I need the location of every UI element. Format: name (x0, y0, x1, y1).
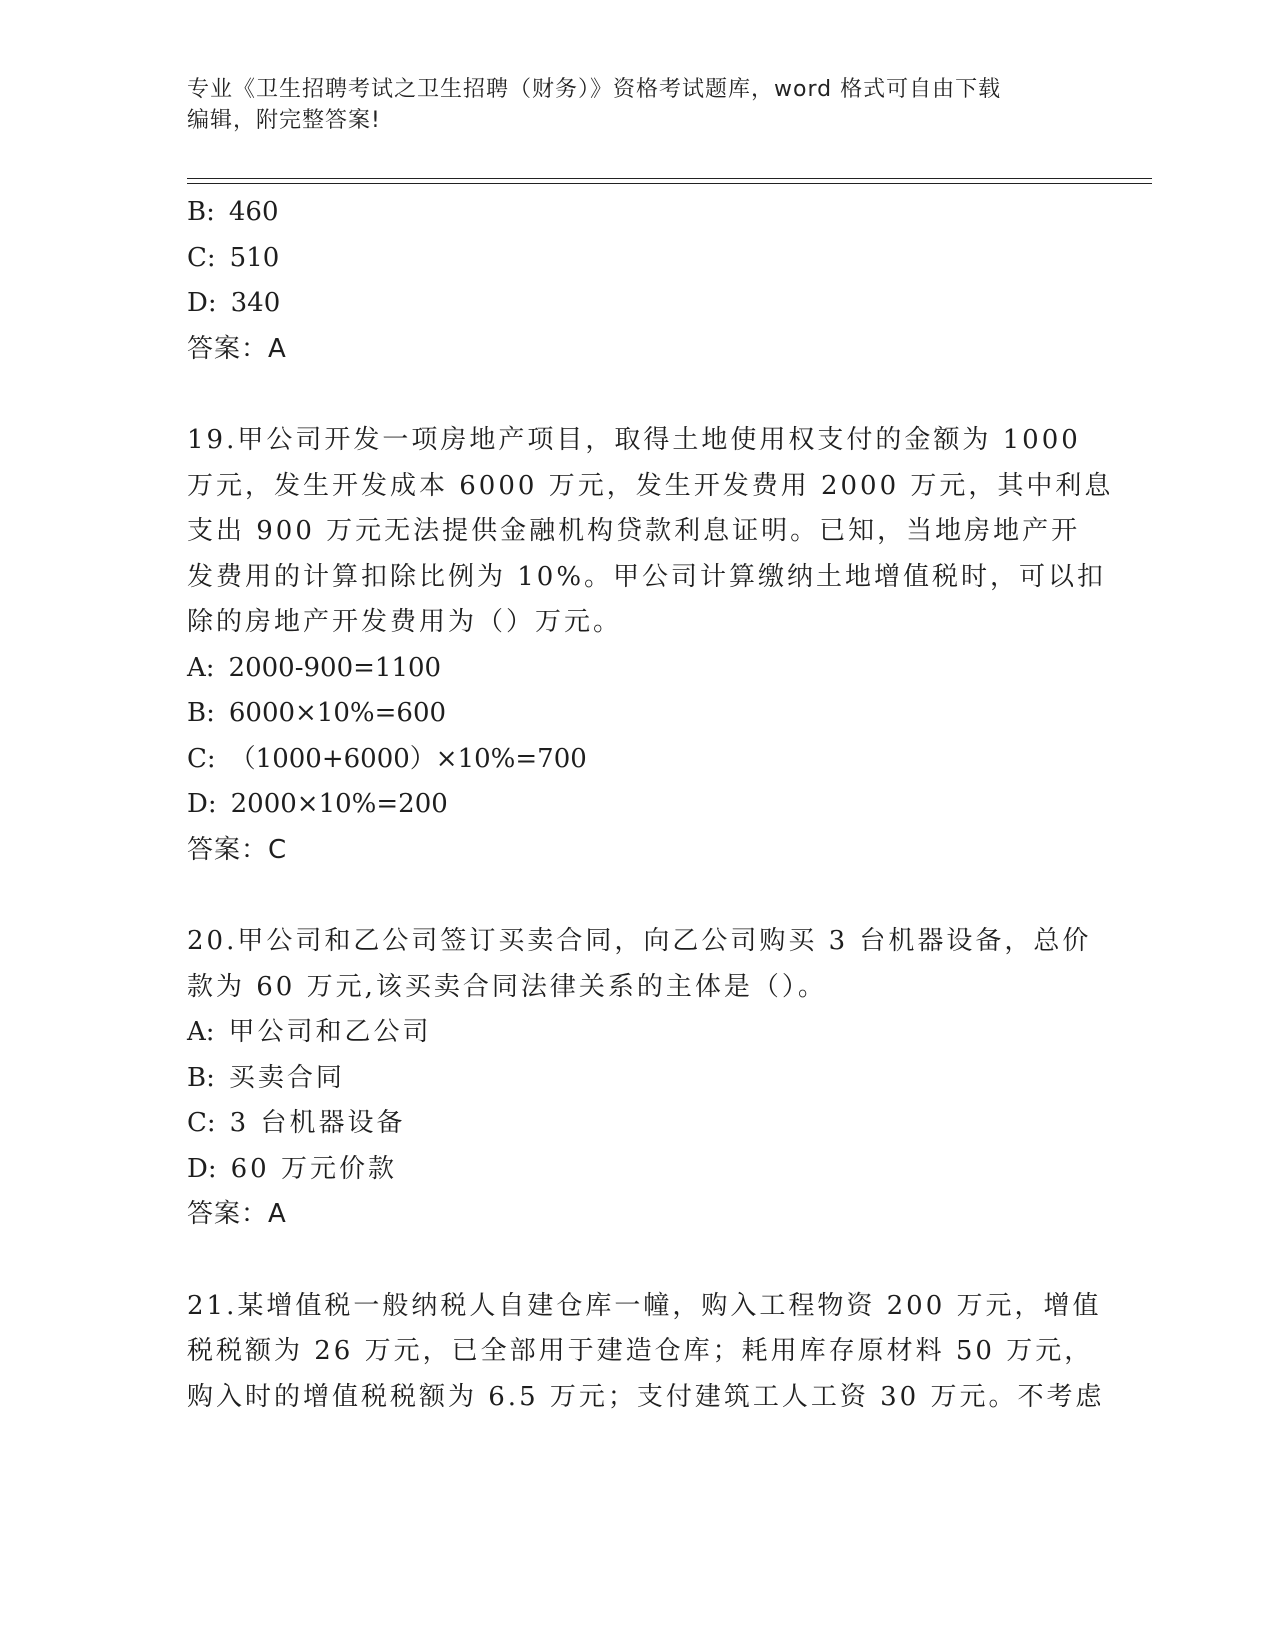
option-c (187, 1101, 1087, 1147)
option-separator: : (206, 197, 215, 227)
spacer (187, 372, 1087, 418)
option-a (187, 646, 1087, 692)
option-letter: B (187, 698, 207, 728)
header-divider-bottom (187, 183, 1152, 184)
option-b (187, 691, 1087, 737)
option-text: 甲公司和乙公司 (228, 1017, 432, 1047)
stem-line: 20.甲公司和乙公司签订买卖合同，向乙公司购买 3 台机器设备，总价 (187, 926, 1092, 956)
option-separator: : (206, 242, 216, 273)
option-text: 510 (229, 242, 280, 273)
option-letter: D (187, 789, 208, 819)
option-d (187, 782, 1087, 828)
header-divider-top (187, 178, 1152, 179)
option-c (187, 737, 1087, 783)
option-text: （1000+6000）×10%=700 (229, 743, 587, 774)
option-d (187, 1147, 1087, 1193)
stem-line: 支出 900 万元无法提供金融机构贷款利息证明。已知，当地房地产开 (187, 516, 1081, 546)
option-letter: C (187, 1108, 207, 1138)
question-18-tail (187, 190, 1087, 372)
stem-line: 万元，发生开发成本 6000 万元，发生开发费用 2000 万元，其中利息 (187, 470, 1114, 501)
option-separator: : (207, 1153, 217, 1184)
option-letter: D (187, 288, 208, 318)
option-letter: C (187, 743, 207, 774)
header-line-1: 专业《卫生招聘考试之卫生招聘（财务）》资格考试题库，word 格式可自由下载 (187, 77, 1002, 102)
option-text: 2000-900=1100 (228, 652, 442, 683)
option-separator: : (206, 1108, 216, 1138)
stem-line: 21.某增值税一般纳税人自建仓库一幢，购入工程物资 200 万元，增值 (187, 1290, 1102, 1321)
option-b (187, 1056, 1087, 1102)
stem-line: 款为 60 万元,该买卖合同法律关系的主体是（）。 (187, 971, 827, 1002)
spacer (187, 1238, 1087, 1284)
option-letter: A (187, 1017, 206, 1047)
option-text: 60 万元价款 (230, 1153, 397, 1184)
option-a (187, 1010, 1087, 1056)
option-separator: : (205, 1017, 215, 1047)
option-c (187, 236, 1087, 282)
option-text: 340 (230, 288, 281, 318)
option-letter: A (187, 652, 206, 683)
option-text: 6000×10%=600 (228, 698, 447, 728)
question-19 (187, 418, 1114, 873)
spacer (187, 873, 1087, 919)
option-b (187, 190, 1087, 236)
option-d (187, 281, 1087, 327)
stem-line: 购入时的增值税税额为 6.5 万元；支付建筑工人工资 30 万元。不考虑 (187, 1381, 1105, 1412)
answer-line: 答案：C (187, 834, 288, 865)
question-21 (187, 1284, 1105, 1421)
question-stem (187, 1284, 1105, 1421)
answer-line: 答案：A (187, 1199, 287, 1229)
page-header (187, 74, 1067, 136)
question-20 (187, 919, 1092, 1238)
question-stem (187, 919, 1092, 1010)
option-separator: : (206, 743, 216, 774)
option-separator: : (207, 288, 217, 318)
option-text: 3 台机器设备 (229, 1108, 406, 1138)
stem-line: 税税额为 26 万元，已全部用于建造仓库；耗用库存原材料 50 万元， (187, 1336, 1094, 1366)
option-separator: : (205, 652, 215, 683)
option-letter: C (187, 242, 207, 273)
option-letter: B (187, 1062, 207, 1093)
option-text: 买卖合同 (228, 1062, 345, 1093)
question-stem (187, 418, 1114, 646)
option-text: 460 (228, 197, 279, 227)
option-letter: B (187, 197, 207, 227)
stem-line: 除的房地产开发费用为（）万元。 (187, 607, 623, 637)
answer-line: 答案：A (187, 333, 287, 364)
option-separator: : (206, 698, 215, 728)
option-letter: D (187, 1153, 208, 1184)
option-separator: : (206, 1062, 215, 1093)
stem-line: 19.甲公司开发一项房地产项目，取得土地使用权支付的金额为 1000 (187, 425, 1081, 455)
header-line-2: 编辑，附完整答案! (187, 108, 381, 133)
stem-line: 发费用的计算扣除比例为 10%。甲公司计算缴纳土地增值税时，可以扣 (187, 561, 1107, 592)
option-text: 2000×10%=200 (230, 789, 448, 819)
question-content (187, 190, 1114, 1420)
option-separator: : (207, 789, 217, 819)
